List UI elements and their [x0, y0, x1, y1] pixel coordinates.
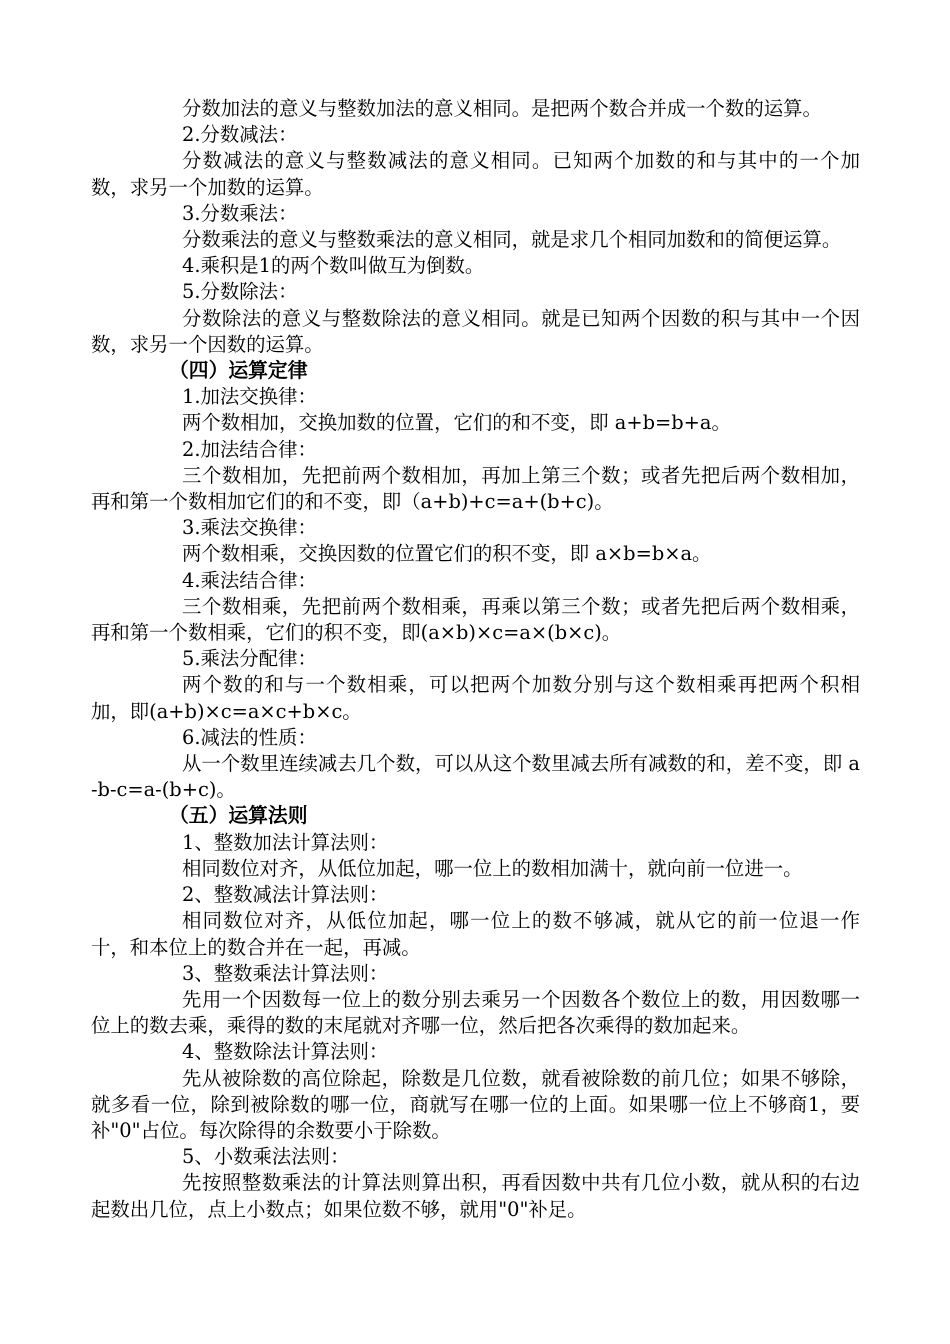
- heading-multiplication-commutative: 3.乘法交换律：: [182, 516, 317, 540]
- heading-multiplication-associative: 4.乘法结合律：: [182, 568, 317, 592]
- paragraph-fraction-division-meaning: 分数除法的意义与整数除法的意义相同。就是已知两个因数的积与其中一个因数，求另一个因数的运算。: [91, 306, 860, 356]
- heading-integer-division-rule: 4、整数除法计算法则：: [182, 1040, 389, 1064]
- paragraph-integer-division-rule: 先从被除数的高位除起，除数是几位数，就看被除数的前几位；如果不够除，就多看一位，除到被除数的哪一位，商就写在哪一位的上面。如果哪一位上不够商1，要补"0"占位。每次除得的余数要小于除数。: [91, 1066, 860, 1142]
- heading-integer-addition-rule: 1、整数加法计算法则：: [182, 830, 389, 854]
- paragraph-fraction-subtraction-meaning: 分数减法的意义与整数减法的意义相同。已知两个加数的和与其中的一个加数，求另一个加数的运算。: [91, 149, 860, 199]
- paragraph-fraction-addition-meaning: 分数加法的意义与整数加法的意义相同。是把两个数合并成一个数的运算。: [182, 97, 822, 120]
- heading-integer-multiplication-rule: 3、整数乘法计算法则：: [182, 961, 389, 985]
- heading-multiplication-distributive: 5.乘法分配律：: [182, 647, 317, 671]
- paragraph-decimal-multiplication-rule: 先按照整数乘法的计算法则算出积，再看因数中共有几位小数，就从积的右边起数出几位，点上小数点；如果位数不够，就用"0"补足。: [91, 1171, 860, 1221]
- heading-integer-subtraction-rule: 2、整数减法计算法则：: [182, 883, 389, 907]
- section-heading-operation-laws: （四）运算定律: [169, 359, 308, 383]
- paragraph-subtraction-property: 从一个数里连续减去几个数，可以从这个数里减去所有减数的和，差不变，即 a-b-c=a-(b+c)。: [91, 752, 860, 802]
- paragraph-integer-multiplication-rule: 先用一个因数每一位上的数分别去乘另一个因数各个数位上的数，用因数哪一位上的数去乘，乘得的数的末尾就对齐哪一位，然后把各次乘得的数加起来。: [91, 987, 860, 1038]
- paragraph-multiplication-commutative: 两个数相乘，交换因数的位置它们的积不变，即 a×b=b×a。: [182, 542, 712, 566]
- heading-decimal-multiplication-rule: 5、小数乘法法则：: [182, 1145, 350, 1169]
- paragraph-integer-subtraction-rule: 相同数位对齐，从低位加起，哪一位上的数不够减，就从它的前一位退一作十，和本位上的数合并在一起，再减。: [91, 909, 860, 959]
- paragraph-addition-associative: 三个数相加，先把前两个数相加，再加上第三个数；或者先把后两个数相加，再和第一个数相加它们的和不变，即（a+b)+c=a+(b+c)。: [91, 463, 860, 514]
- heading-addition-associative: 2.加法结合律：: [182, 437, 317, 461]
- paragraph-addition-commutative: 两个数相加，交换加数的位置，它们的和不变，即 a+b=b+a。: [182, 411, 731, 435]
- paragraph-reciprocal: 4.乘积是1的两个数叫做互为倒数。: [182, 254, 485, 278]
- paragraph-multiplication-distributive: 两个数的和与一个数相乘，可以把两个加数分别与这个数相乘再把两个积相加，即(a+b)×c=a×c+b×c。: [91, 673, 860, 723]
- heading-addition-commutative: 1.加法交换律：: [182, 385, 317, 409]
- paragraph-integer-addition-rule: 相同数位对齐，从低位加起，哪一位上的数相加满十，就向前一位进一。: [182, 856, 803, 880]
- heading-subtraction-property: 6.减法的性质：: [182, 725, 317, 749]
- section-heading-operation-rules: （五）运算法则: [169, 804, 308, 828]
- paragraph-multiplication-associative: 三个数相乘，先把前两个数相乘，再乘以第三个数；或者先把后两个数相乘，再和第一个数相乘，它们的积不变，即(a×b)×c=a×(b×c)。: [91, 594, 860, 645]
- heading-fraction-division: 5.分数除法：: [182, 280, 298, 304]
- paragraph-fraction-multiplication-meaning: 分数乘法的意义与整数乘法的意义相同，就是求几个相同加数和的简便运算。: [182, 228, 842, 252]
- heading-fraction-multiplication: 3.分数乘法：: [182, 201, 298, 225]
- heading-fraction-subtraction: 2.分数减法：: [182, 123, 298, 147]
